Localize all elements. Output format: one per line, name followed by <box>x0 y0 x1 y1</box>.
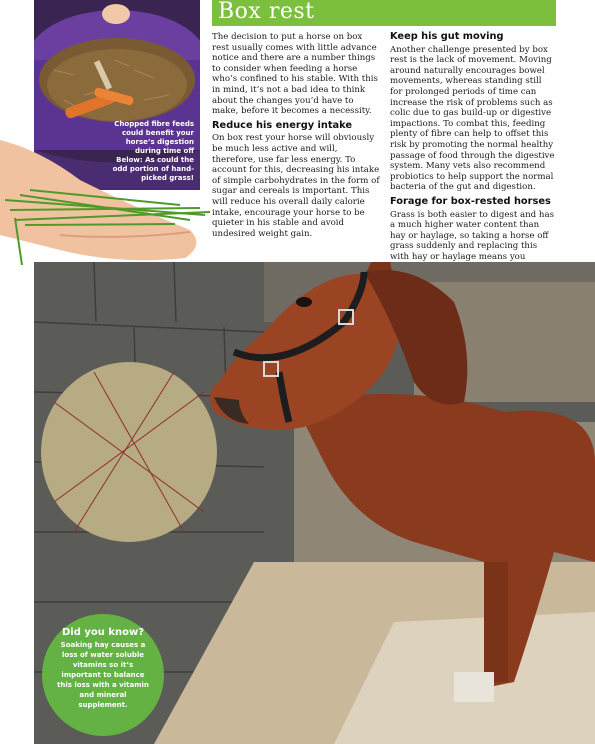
text-column-1 <box>212 32 380 243</box>
did-you-know-callout <box>42 614 164 736</box>
forage-heading: Forage for box-rested horses <box>390 195 551 207</box>
energy-heading: Reduce his energy intake <box>212 119 353 131</box>
energy-paragraph: On box rest your horse will obviously be much less active and will, therefore, use far less energy. To account for this, decreasing his intake of simple carbohydrates in the form of sugar and cereals is important. This will reduce his overall daily calorie intake, encourage your horse to be quieter in his stable and avoid undesired weight gain. <box>212 133 380 239</box>
photo-caption: Chopped fibre feeds could benefit your horse’s digestion during time off Below: As could the odd portion of hand-picked grass! <box>112 120 194 182</box>
did-you-know-title: Did you know? <box>61 627 145 638</box>
page-title: Box rest <box>218 0 315 24</box>
did-you-know-text: Soaking hay causes a loss of water soluble vitamins so it’s important to balance this loss with a vitamin and mineral supplement. <box>57 641 149 709</box>
gut-heading: Keep his gut moving <box>390 31 504 42</box>
forage-paragraph: Grass is both easier to digest and has a much higher water content than hay or haylage, so taking a horse off grass suddenly and replacing this with hay or haylage means you <box>390 209 554 262</box>
text-column-2 <box>390 32 556 277</box>
intro-paragraph: The decision to put a horse on box rest usually comes with little advance notice and there are a number things to consider when feeding a horse who’s confined to his stable. With this in mind, it’s not a bad idea to think about the changes you’d have to make, before it becomes a necessity. <box>212 32 378 117</box>
gut-paragraph: Another challenge presented by box rest is the lack of movement. Moving around naturally encourages bowel movements, whereas standing still for prolonged periods of time can increase the risk of problems such as colic due to gas build-up or digestive impactions. To combat this, feeding plenty of fibre can help to offset this risk by promoting the normal healthy passage of food through the digestive system. Many vets also recommend probiotics to help support the normal bacteria of the gut and digestion. <box>390 44 555 193</box>
